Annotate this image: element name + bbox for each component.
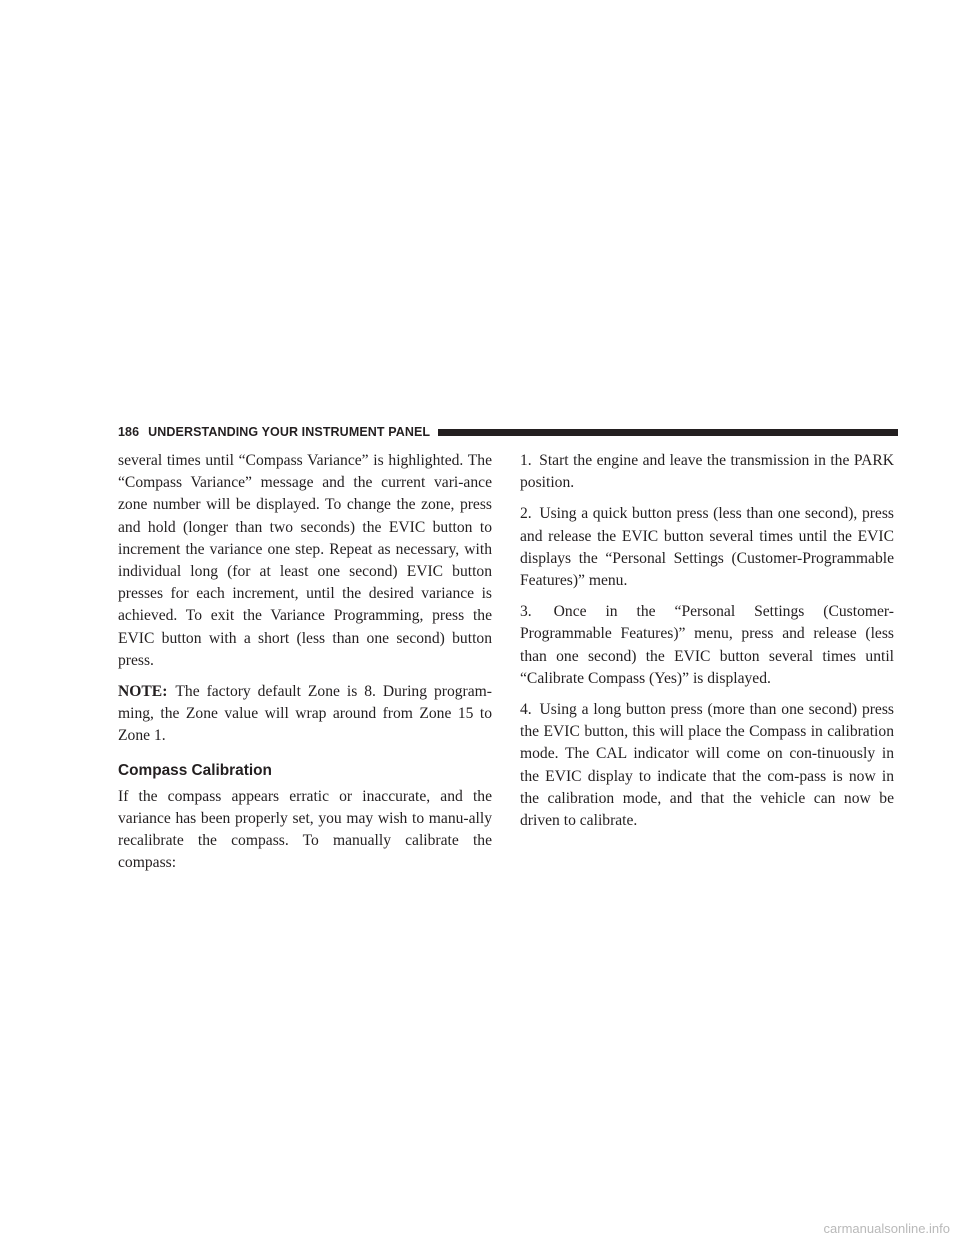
step-number: 4.: [520, 701, 532, 719]
step-item: [520, 503, 894, 592]
step-text: Using a quick button press (less than one second), press and release the EVIC button several times until the EVIC displays the “Personal Settings (Customer-Programmable Features)” menu.: [520, 505, 894, 590]
watermark: carmanualsonline.info: [823, 1221, 950, 1236]
step-item: [520, 601, 894, 690]
step-text: Using a long button press (more than one second) press the EVIC button, this will place the Compass in calibration mode. The CAL indicator will come on con-tinuously in the EVIC display to indicate that the com-pass is now in the calibration mode, and that the vehicle can now be driven to calibrate.: [520, 701, 894, 830]
paragraph: If the compass appears erratic or inaccurate, and the variance has been properly set, you may wish to manu-ally recalibrate the compass. To manually calibrate the compass:: [118, 787, 492, 872]
right-column: [520, 450, 894, 841]
step-number: 2.: [520, 505, 532, 523]
page-number: 186: [118, 425, 140, 439]
note-label: NOTE:: [118, 683, 168, 701]
step-number: 1.: [520, 452, 532, 469]
step-text: Once in the “Personal Settings (Customer-Programmable Features)” menu, press and release (less than one second) the EVIC button several times until “Calibrate Compass (Yes)” is displayed.: [520, 603, 894, 687]
step-text: Start the engine and leave the transmission in the PARK position.: [520, 452, 894, 492]
page-header: [118, 424, 898, 440]
header-rule: [438, 429, 898, 436]
step-number: 3.: [520, 603, 532, 621]
section-title: UNDERSTANDING YOUR INSTRUMENT PANEL: [148, 425, 431, 439]
section-heading: Compass Calibration: [118, 761, 272, 779]
left-column: [118, 450, 492, 883]
step-item: [520, 450, 894, 494]
note-text: The factory default Zone is 8. During program-ming, the Zone value will wrap around from Zone 15 to Zone 1.: [118, 683, 492, 745]
step-item: [520, 699, 894, 832]
note-paragraph: [118, 681, 492, 748]
paragraph: several times until “Compass Variance” is highlighted. The “Compass Variance” message and the current vari-ance zone number will be displayed. To change the zone, press and hold (longer than two seconds) the EVIC button to increment the variance one step. Repeat as necessary, with individual long (for at least one second) EVIC button presses for each increment, until the desired variance is achieved. To exit the Variance Programming, press the EVIC button with a short (less than one second) button press.: [118, 452, 492, 669]
